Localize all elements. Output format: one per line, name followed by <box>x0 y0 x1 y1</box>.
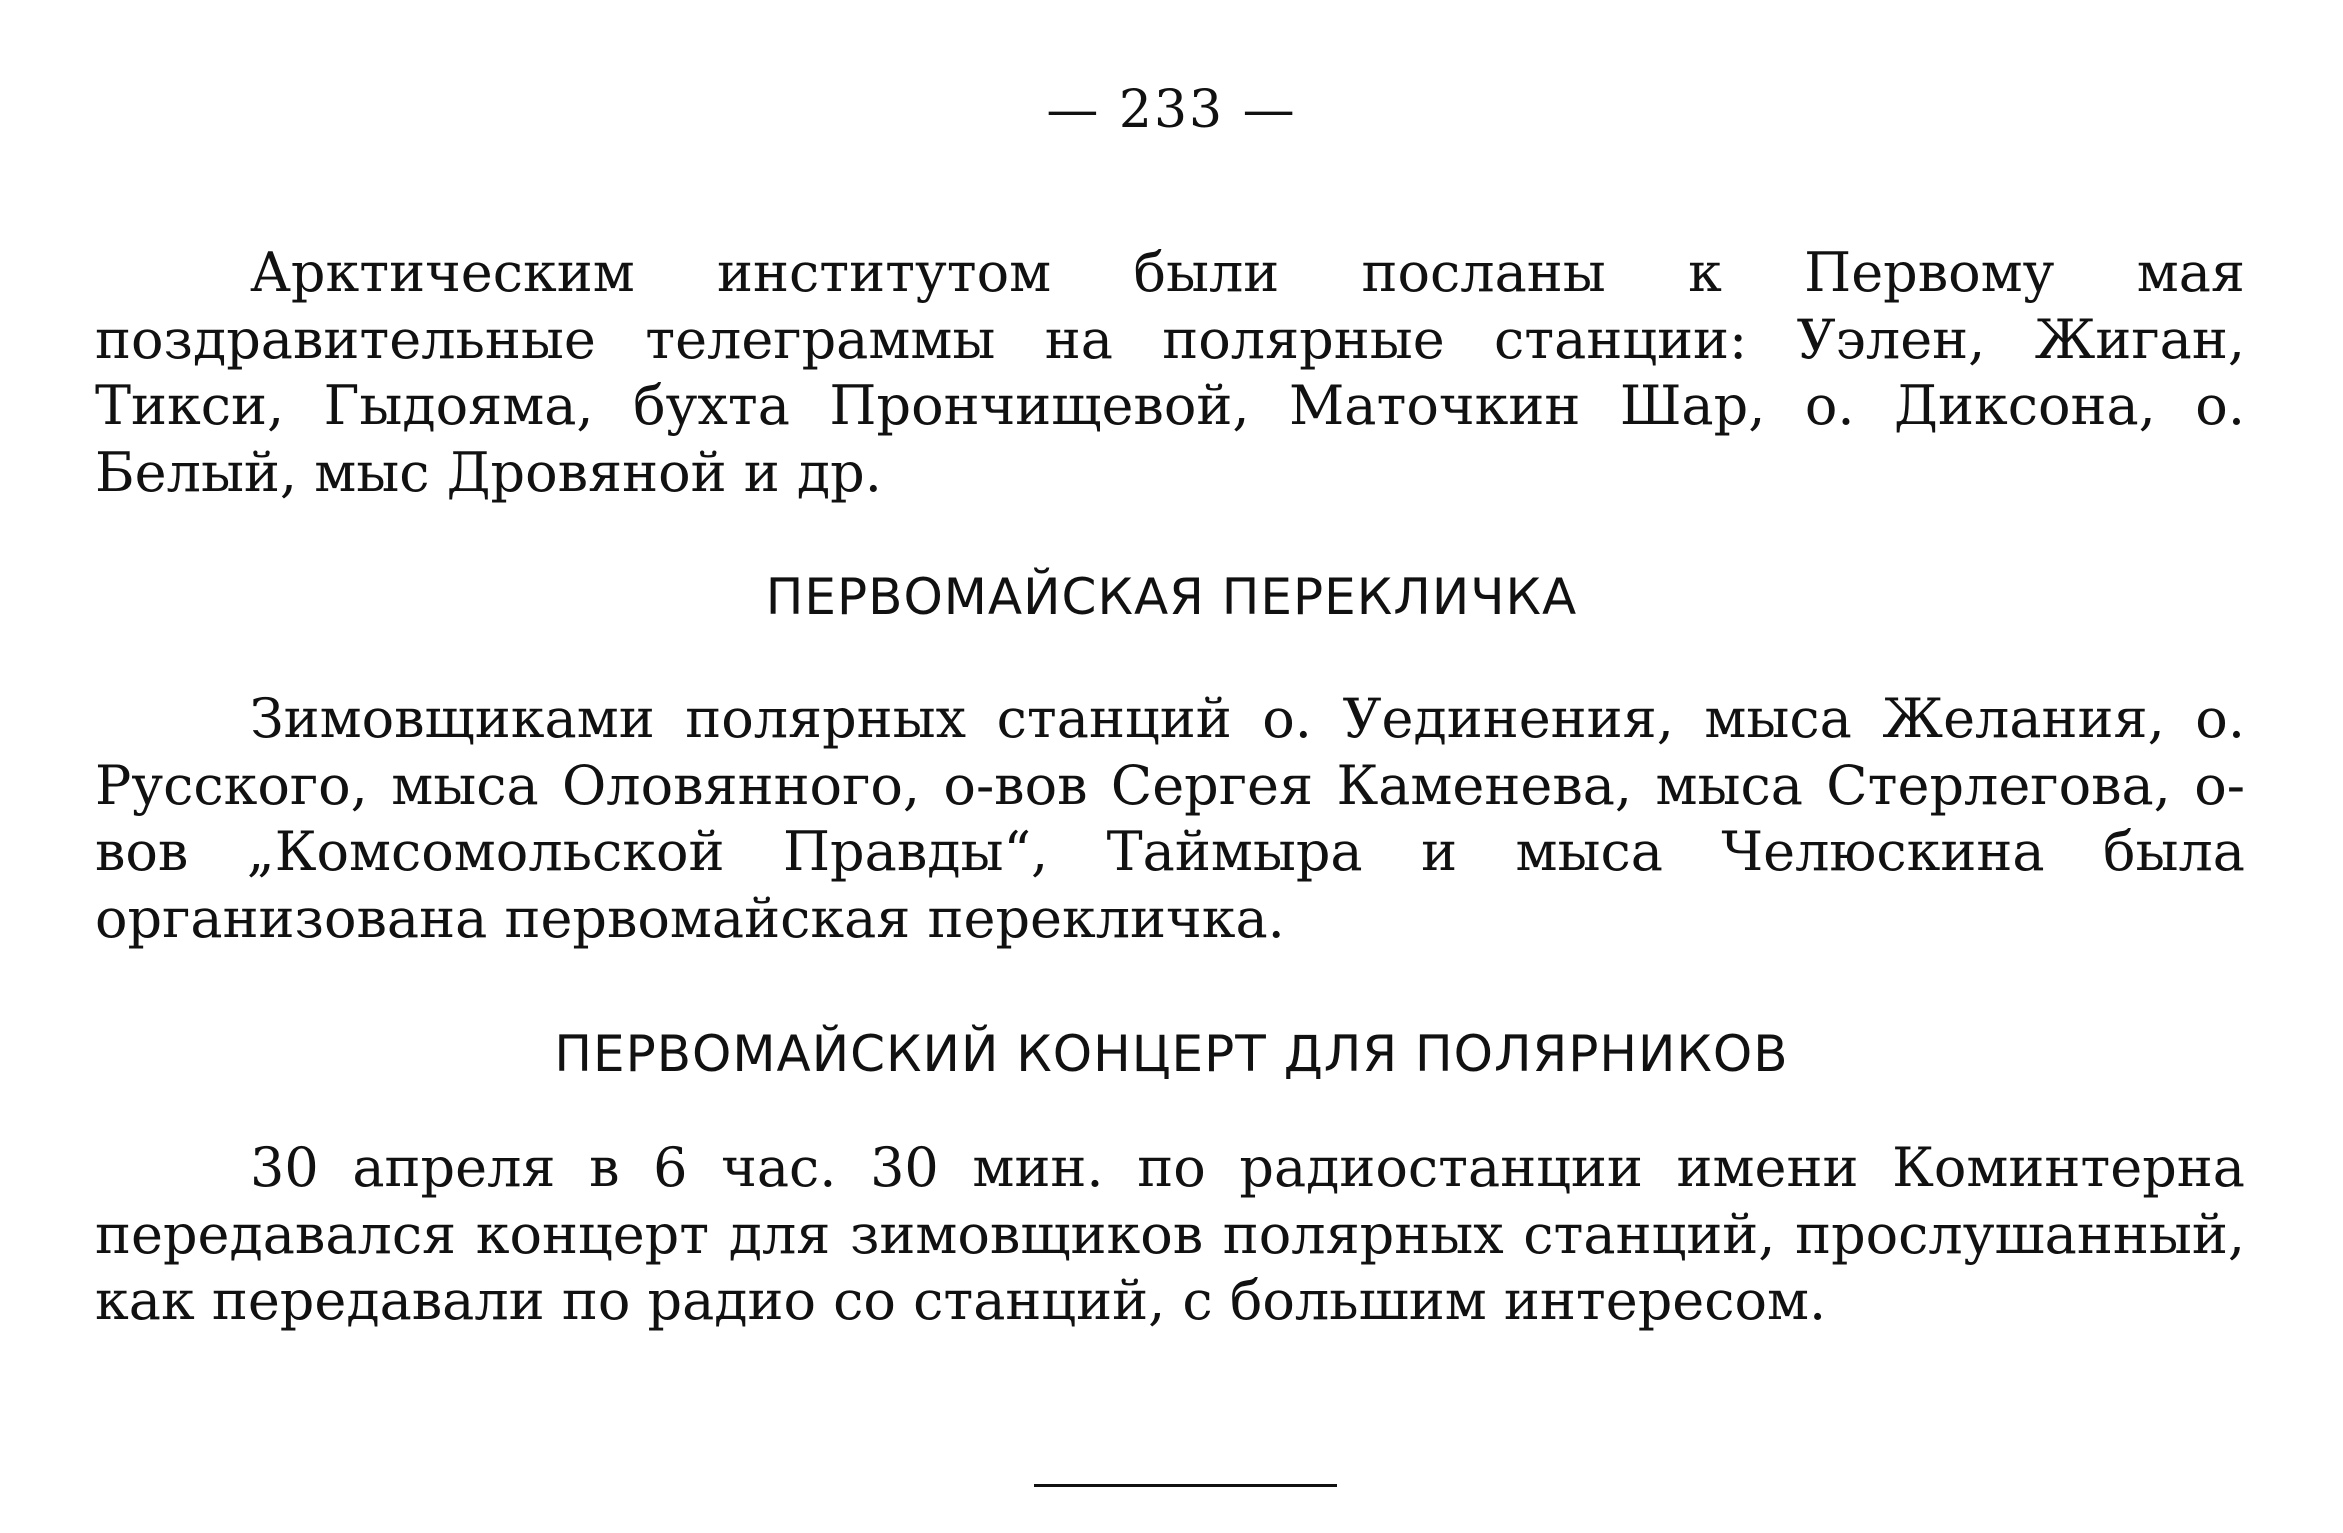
section-heading-rollcall: ПЕРВОМАЙСКАЯ ПЕРЕКЛИЧКА <box>765 568 1578 626</box>
section-heading-concert: ПЕРВОМАЙСКИЙ КОНЦЕРТ ДЛЯ ПОЛЯРНИКОВ <box>554 1025 1789 1083</box>
paragraph-concert: 30 апреля в 6 час. 30 мин. по радиостанции имени Коминтерна передавался концерт для зимовщиков полярных станций, прослушанный, как передавали по радио со станций, с большим интересом. <box>95 1136 2245 1332</box>
paragraph-telegrams: Арктическим институтом были посланы к Первому мая поздравительные телеграммы на полярные станции: Уэлен, Жиган, Тикси, Гыдояма, бухта Прончищевой, Маточкин Шар, о. Диксона, о. Белый, мыс Дровяной и др. <box>95 241 2245 504</box>
page-number: — 233 — <box>1046 80 1297 140</box>
paragraph-rollcall: Зимовщиками полярных станций о. Уединения, мыса Желания, о. Русского, мыса Оловянного, о-вов Сергея Каменева, мыса Стерлегова, о-вов „Комсомольской Правды“, Таймыра и мыса Челюскина была организована первомайская перекличка. <box>95 687 2245 950</box>
end-rule-divider <box>1034 1484 1337 1487</box>
